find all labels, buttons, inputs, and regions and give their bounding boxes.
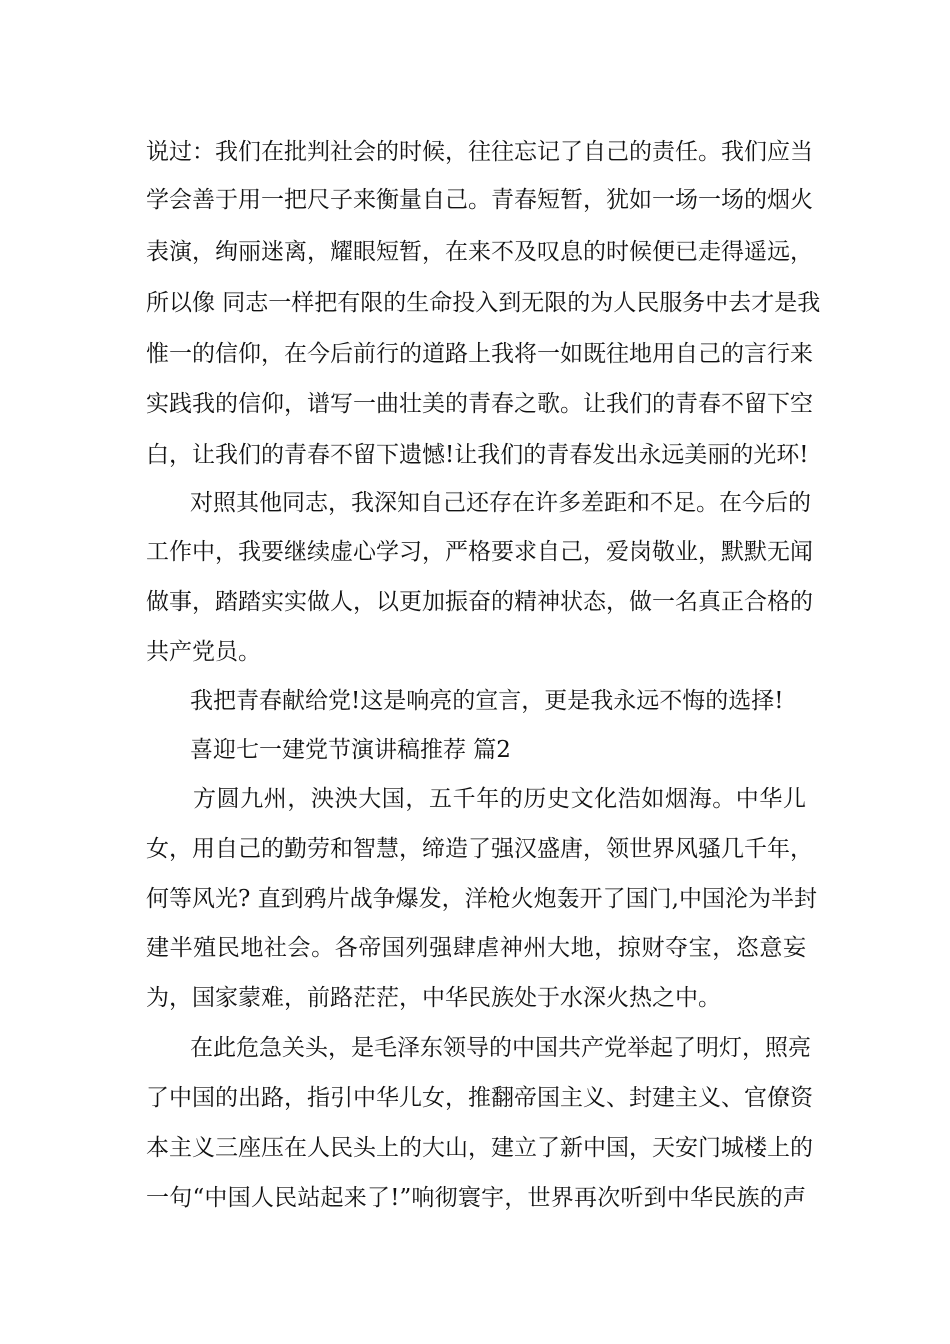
section-heading: 喜迎七一建党节演讲稿推荐 篇2 [190, 737, 511, 763]
text-line: 女，用自己的勤劳和智慧，缔造了强汉盛唐，领世界风骚几千年， [146, 836, 813, 862]
text-line: 学会善于用一把尺子来衡量自己。青春短暂，犹如一场一场的烟火 [146, 187, 813, 213]
text-line: 说过：我们在批判社会的时候，往往忘记了自己的责任。我们应当 [146, 139, 813, 165]
text-line: 对照其他同志，我深知自己还存在许多差距和不足。在今后的 [190, 490, 811, 516]
text-line: 所以像 同志一样把有限的生命投入到无限的为人民服务中去才是我 [146, 290, 821, 316]
text-line: 何等风光? 直到鸦片战争爆发，洋枪火炮轰开了国门,中国沦为半封 [146, 886, 817, 912]
text-line: 方圆九州，泱泱大国，五千年的历史文化浩如烟海。中华儿 [193, 786, 806, 812]
text-line: 我把青春献给党!这是响亮的宣言，更是我永远不悔的选择! [190, 688, 784, 714]
text-line: 在此危急关头，是毛泽东领导的中国共产党举起了明灯，照亮 [190, 1035, 811, 1061]
text-line: 本主义三座压在人民头上的大山，建立了新中国，天安门城楼上的 [146, 1135, 813, 1161]
text-line: 一句“中国人民站起来了!”响彻寰宇，世界再次听到中华民族的声 [146, 1185, 806, 1211]
text-line: 共产党员。 [146, 639, 261, 665]
text-line: 了中国的出路，指引中华儿女，推翻帝国主义、封建主义、官僚资 [146, 1085, 813, 1111]
text-line: 白，让我们的青春不留下遗憾!让我们的青春发出永远美丽的光环! [146, 442, 809, 468]
text-line: 做事，踏踏实实做人，以更加振奋的精神状态，做一名真正合格的 [146, 589, 813, 615]
text-line: 建半殖民地社会。各帝国列强肆虐神州大地，掠财夺宝，恣意妄 [146, 935, 806, 961]
text-line: 实践我的信仰，谱写一曲壮美的青春之歌。让我们的青春不留下空 [146, 391, 813, 417]
text-line: 工作中，我要继续虚心学习，严格要求自己，爱岗敬业，默默无闻 [146, 539, 813, 565]
text-line: 惟一的信仰，在今后前行的道路上我将一如既往地用自己的言行来 [146, 341, 813, 367]
text-line: 表演，绚丽迷离，耀眼短暂，在来不及叹息的时候便已走得遥远， [146, 239, 813, 265]
text-line: 为，国家蒙难，前路茫茫，中华民族处于水深火热之中。 [146, 985, 721, 1011]
